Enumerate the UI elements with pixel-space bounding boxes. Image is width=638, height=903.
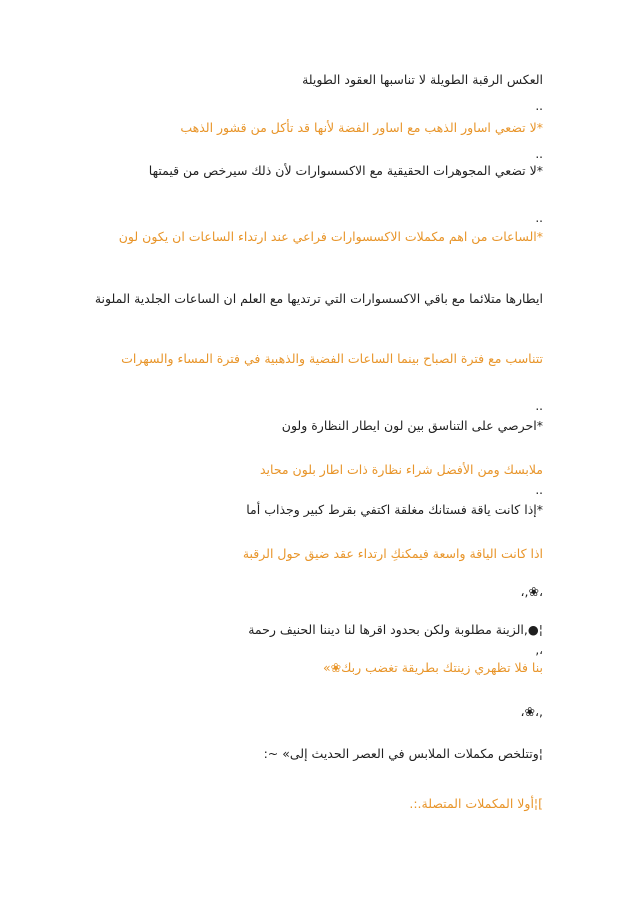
line-10: اذا كانت الياقة واسعة فيمكنكِ ارتداء عقد ضيق حول الرقبة <box>242 546 543 561</box>
line-1: العكس الرقبة الطويلة لا تناسبها العقود الطويلة <box>302 72 543 87</box>
separator-dots: .. <box>535 399 543 413</box>
line-5: ايطارها متلائما مع باقي الاكسسوارات التي ترتديها مع العلم ان الساعات الجلدية الملونة <box>94 291 543 306</box>
flower-ornament: ،❀،, <box>520 704 543 719</box>
separator-dots: .. <box>535 99 543 113</box>
line-2: *لا تضعي اساور الذهب مع اساور الفضة لأنها قد تأكل من قشور الذهب <box>180 120 543 135</box>
separator-comma: ,، <box>535 643 543 657</box>
line-9: *إذا كانت ياقة فستانك مغلقة اكتفي بقرط كبير وجذاب أما <box>246 502 543 517</box>
line-8: ملابسك ومن الأفضل شراء نظارة ذات اطار بلون محايد <box>259 462 543 477</box>
flower-ornament: ،,❀، <box>520 584 543 599</box>
line-14: ]¦أولا المكملات المتصلة.:. <box>409 796 543 811</box>
line-12: بنا فلا تظهري زينتك بطريقة تغضب ربك❀» <box>322 660 543 675</box>
line-11: ¦●,الزينة مطلوبة ولكن بحدود اقرها لنا ديننا الحنيف رحمة <box>248 622 543 637</box>
separator-dots: .. <box>535 211 543 225</box>
separator-dots: .. <box>535 483 543 497</box>
line-4: *الساعات من اهم مكملات الاكسسوارات فراعي عند ارتداء الساعات ان يكون لون <box>118 229 543 244</box>
line-13: ¦وتتلخص مكملات الملابس في العصر الحديث إلى» ~: <box>263 746 543 761</box>
line-3: *لا تضعي المجوهرات الحقيقية مع الاكسسوارات لأن ذلك سيرخص من قيمتها <box>148 163 543 178</box>
separator-dots: .. <box>535 147 543 161</box>
line-6: تتناسب مع فترة الصباح بينما الساعات الفضية والذهبية في فترة المساء والسهرات <box>121 351 543 366</box>
line-7: *احرصي على التناسق بين لون ايطار النظارة ولون <box>281 418 543 433</box>
